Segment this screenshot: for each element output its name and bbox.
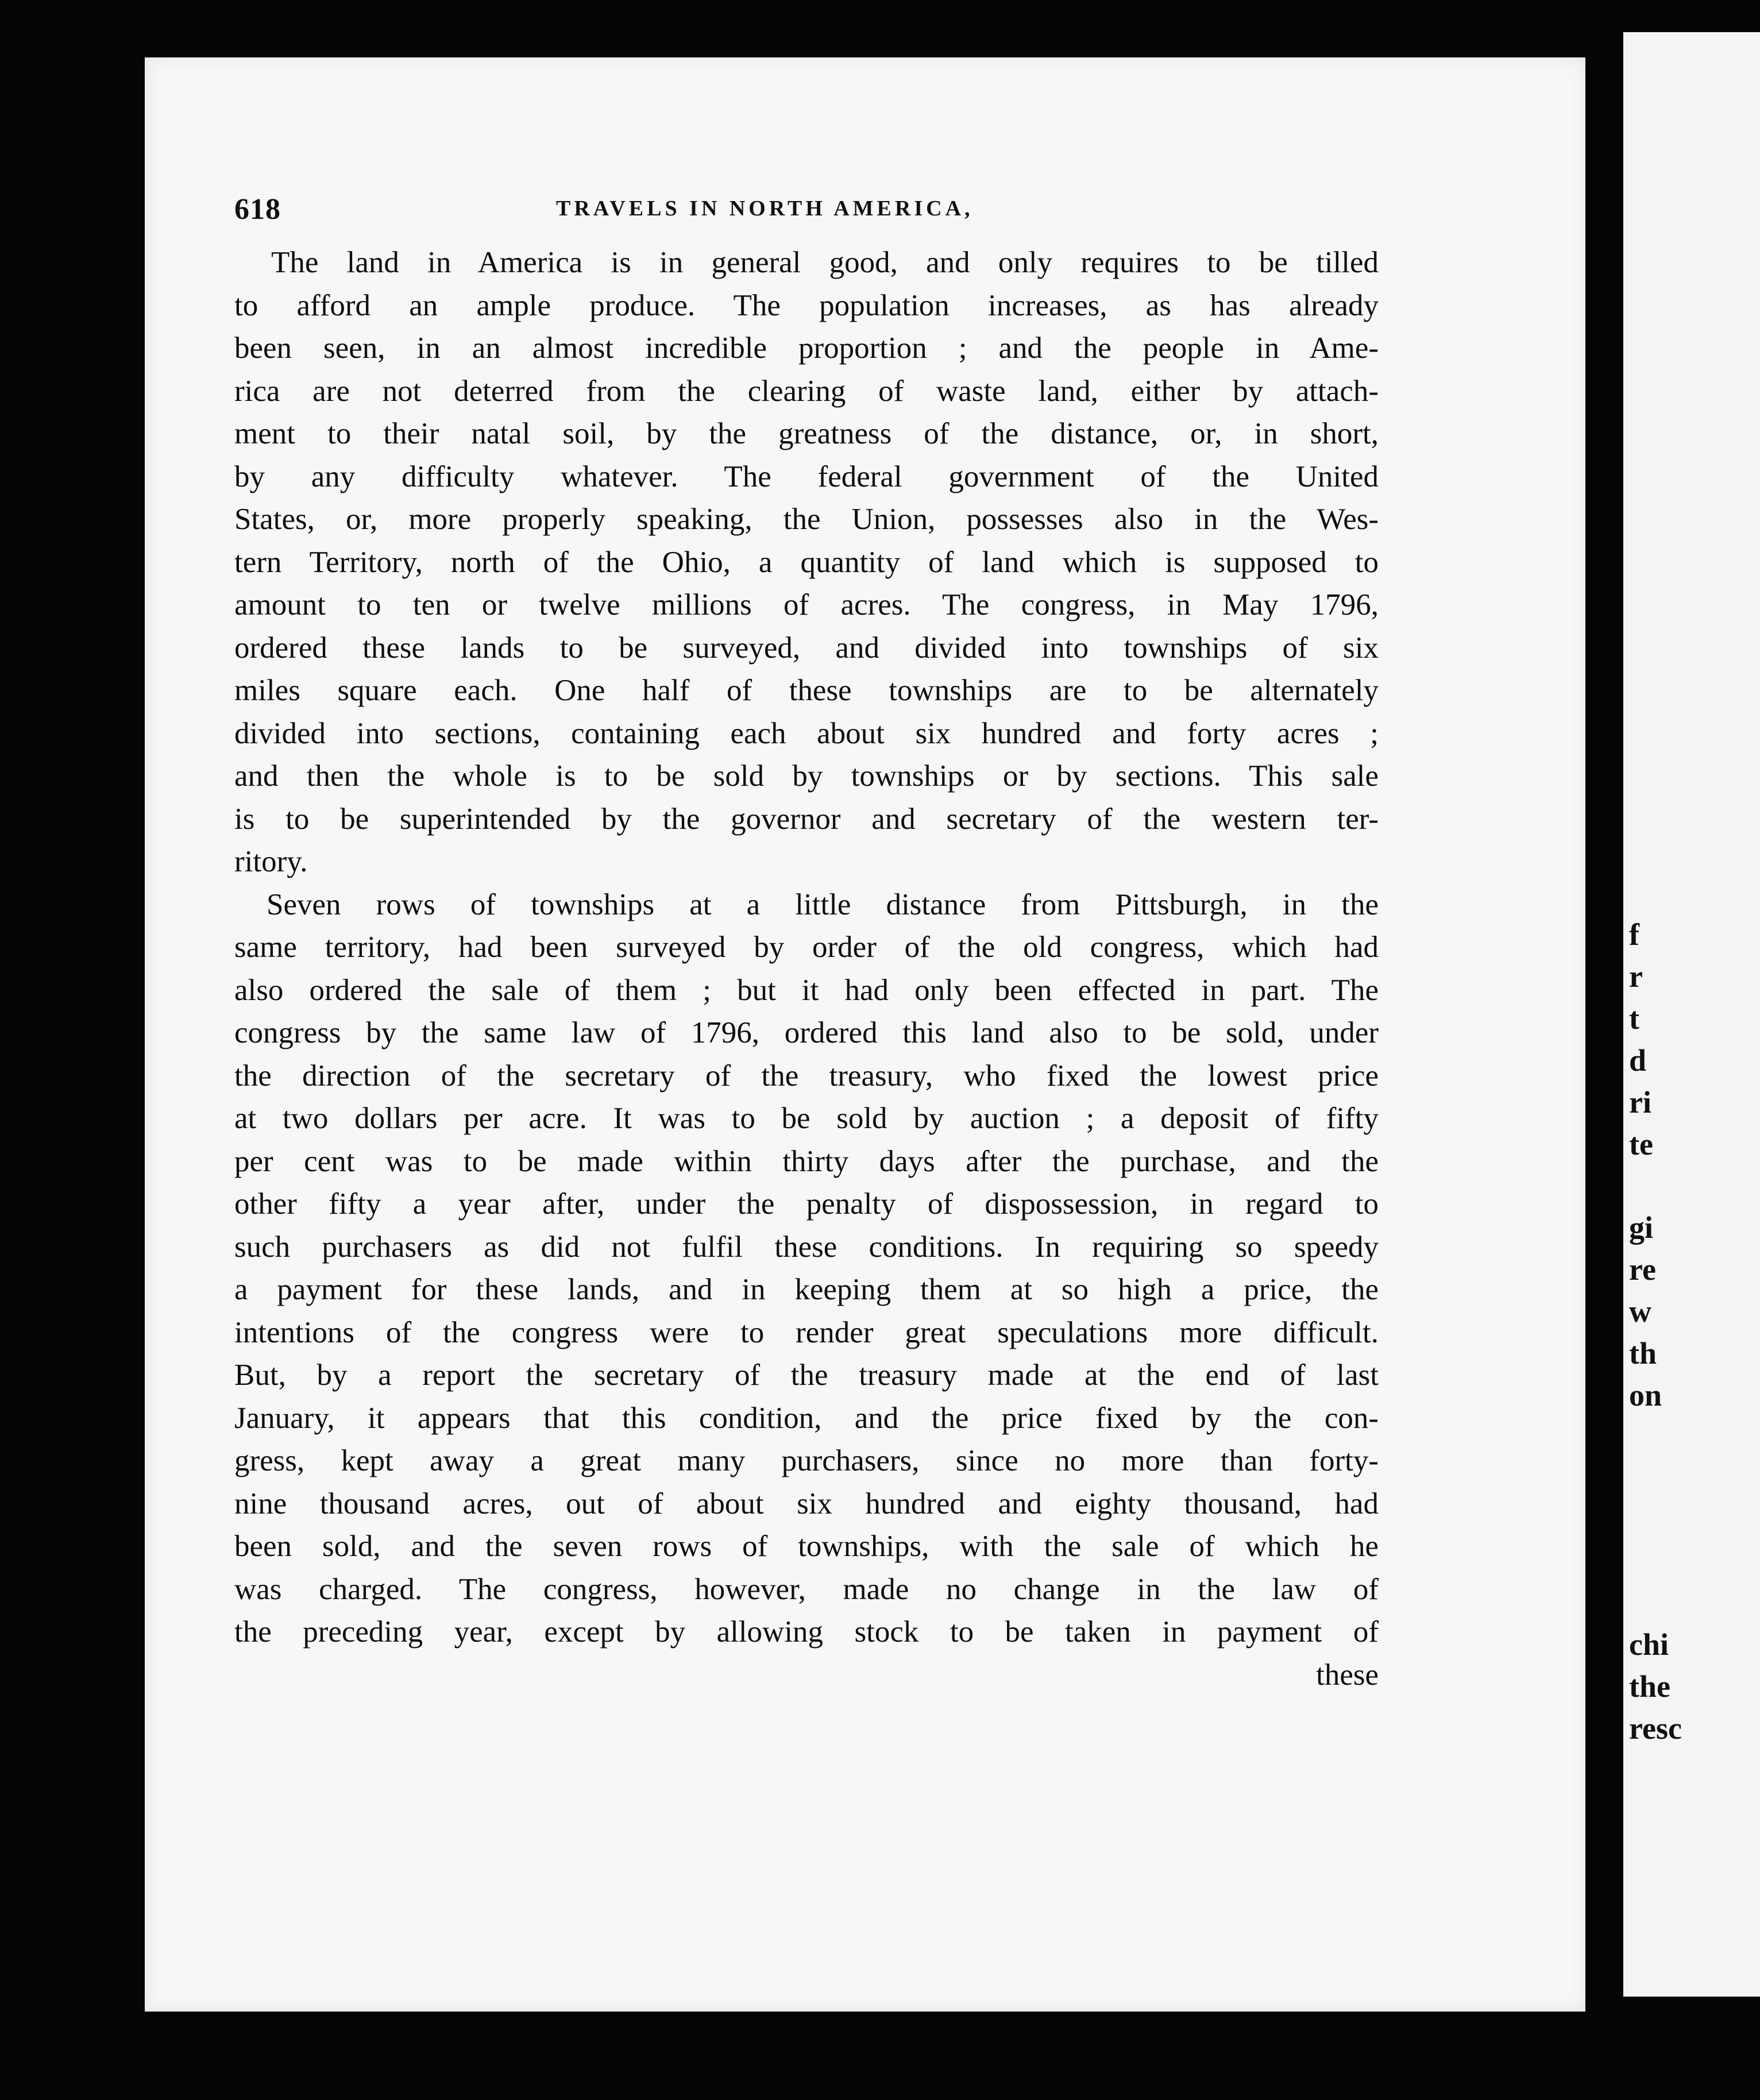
text-line: The land in America is in general good, and only requires to be tilled — [271, 246, 1379, 279]
text-line: ment to their natal soil, by the greatness of the distance, or, in short, — [234, 417, 1379, 450]
facing-fragment: t — [1629, 1001, 1639, 1036]
text-line: gress, kept away a great many purchasers, since no more than forty- — [234, 1444, 1379, 1477]
text-line: rica are not deterred from the clearing of waste land, either by attach- — [234, 374, 1379, 408]
text-line: such purchasers as did not fulfil these conditions. In requiring so speedy — [234, 1230, 1379, 1264]
text-line: the direction of the secretary of the treasury, who fixed the lowest price — [234, 1059, 1379, 1093]
text-line: also ordered the sale of them ; but it had only been effected in part. The — [234, 973, 1379, 1007]
facing-fragment: on — [1629, 1378, 1662, 1412]
text-line: States, or, more properly speaking, the Union, possesses also in the Wes- — [234, 503, 1379, 536]
facing-fragment: th — [1629, 1336, 1657, 1371]
facing-fragment: gi — [1629, 1210, 1654, 1245]
text-line: ritory. — [234, 845, 308, 878]
text-line: nine thousand acres, out of about six hundred and eighty thousand, had — [234, 1487, 1379, 1520]
text-line: per cent was to be made within thirty days after the purchase, and the — [234, 1144, 1379, 1178]
text-line: divided into sections, containing each about six hundred and forty acres ; — [234, 716, 1379, 750]
text-line: a payment for these lands, and in keeping them at so high a price, the — [234, 1273, 1379, 1306]
text-line: was charged. The congress, however, made no change in the law of — [234, 1572, 1379, 1606]
text-line: been seen, in an almost incredible proportion ; and the people in Ame- — [234, 331, 1379, 365]
facing-page-edge — [1623, 32, 1760, 1997]
facing-fragment: ri — [1629, 1085, 1651, 1120]
text-line: the preceding year, except by allowing stock to be taken in payment of — [234, 1615, 1379, 1649]
text-line: other fifty a year after, under the penalty of dispossession, in regard to — [234, 1187, 1379, 1221]
text-line: January, it appears that this condition, and the price fixed by the con- — [234, 1401, 1379, 1435]
facing-fragment: the — [1629, 1669, 1670, 1704]
facing-fragment: f — [1629, 917, 1639, 952]
text-line: by any difficulty whatever. The federal government of the United — [234, 460, 1379, 493]
page-number: 618 — [234, 193, 281, 226]
text-line: But, by a report the secretary of the treasury made at the end of last — [234, 1358, 1379, 1392]
text-line: is to be superintended by the governor and secretary of the western ter- — [234, 802, 1379, 836]
text-line: Seven rows of townships at a little distance from Pittsburgh, in the — [267, 887, 1379, 921]
text-line: ordered these lands to be surveyed, and divided into townships of six — [234, 631, 1379, 665]
text-line: to afford an ample produce. The population increases, as has already — [234, 288, 1379, 322]
running-title: TRAVELS IN NORTH AMERICA, — [556, 196, 974, 221]
catchword: these — [1316, 1658, 1379, 1692]
facing-fragment: te — [1629, 1127, 1653, 1161]
text-line: tern Territory, north of the Ohio, a quantity of land which is supposed to — [234, 545, 1379, 579]
text-line: and then the whole is to be sold by townships or by sections. This sale — [234, 759, 1379, 793]
text-line: been sold, and the seven rows of townships, with the sale of which he — [234, 1530, 1379, 1563]
facing-fragment: r — [1629, 959, 1643, 994]
text-line: congress by the same law of 1796, ordered this land also to be sold, under — [234, 1016, 1379, 1049]
facing-fragment: d — [1629, 1043, 1647, 1078]
facing-fragment: re — [1629, 1252, 1656, 1287]
body-text — [234, 241, 1379, 1696]
facing-fragment: w — [1629, 1294, 1651, 1329]
running-head — [234, 192, 1377, 233]
text-line: intentions of the congress were to render great speculations more difficult. — [234, 1315, 1379, 1349]
facing-fragment: chi — [1629, 1627, 1669, 1662]
text-line: amount to ten or twelve millions of acres. The congress, in May 1796, — [234, 588, 1379, 621]
text-line: at two dollars per acre. It was to be sold by auction ; a deposit of fifty — [234, 1102, 1379, 1135]
facing-fragment: resc — [1629, 1711, 1682, 1746]
text-line: miles square each. One half of these townships are to be alternately — [234, 674, 1379, 707]
text-line: same territory, had been surveyed by order of the old congress, which had — [234, 931, 1379, 964]
